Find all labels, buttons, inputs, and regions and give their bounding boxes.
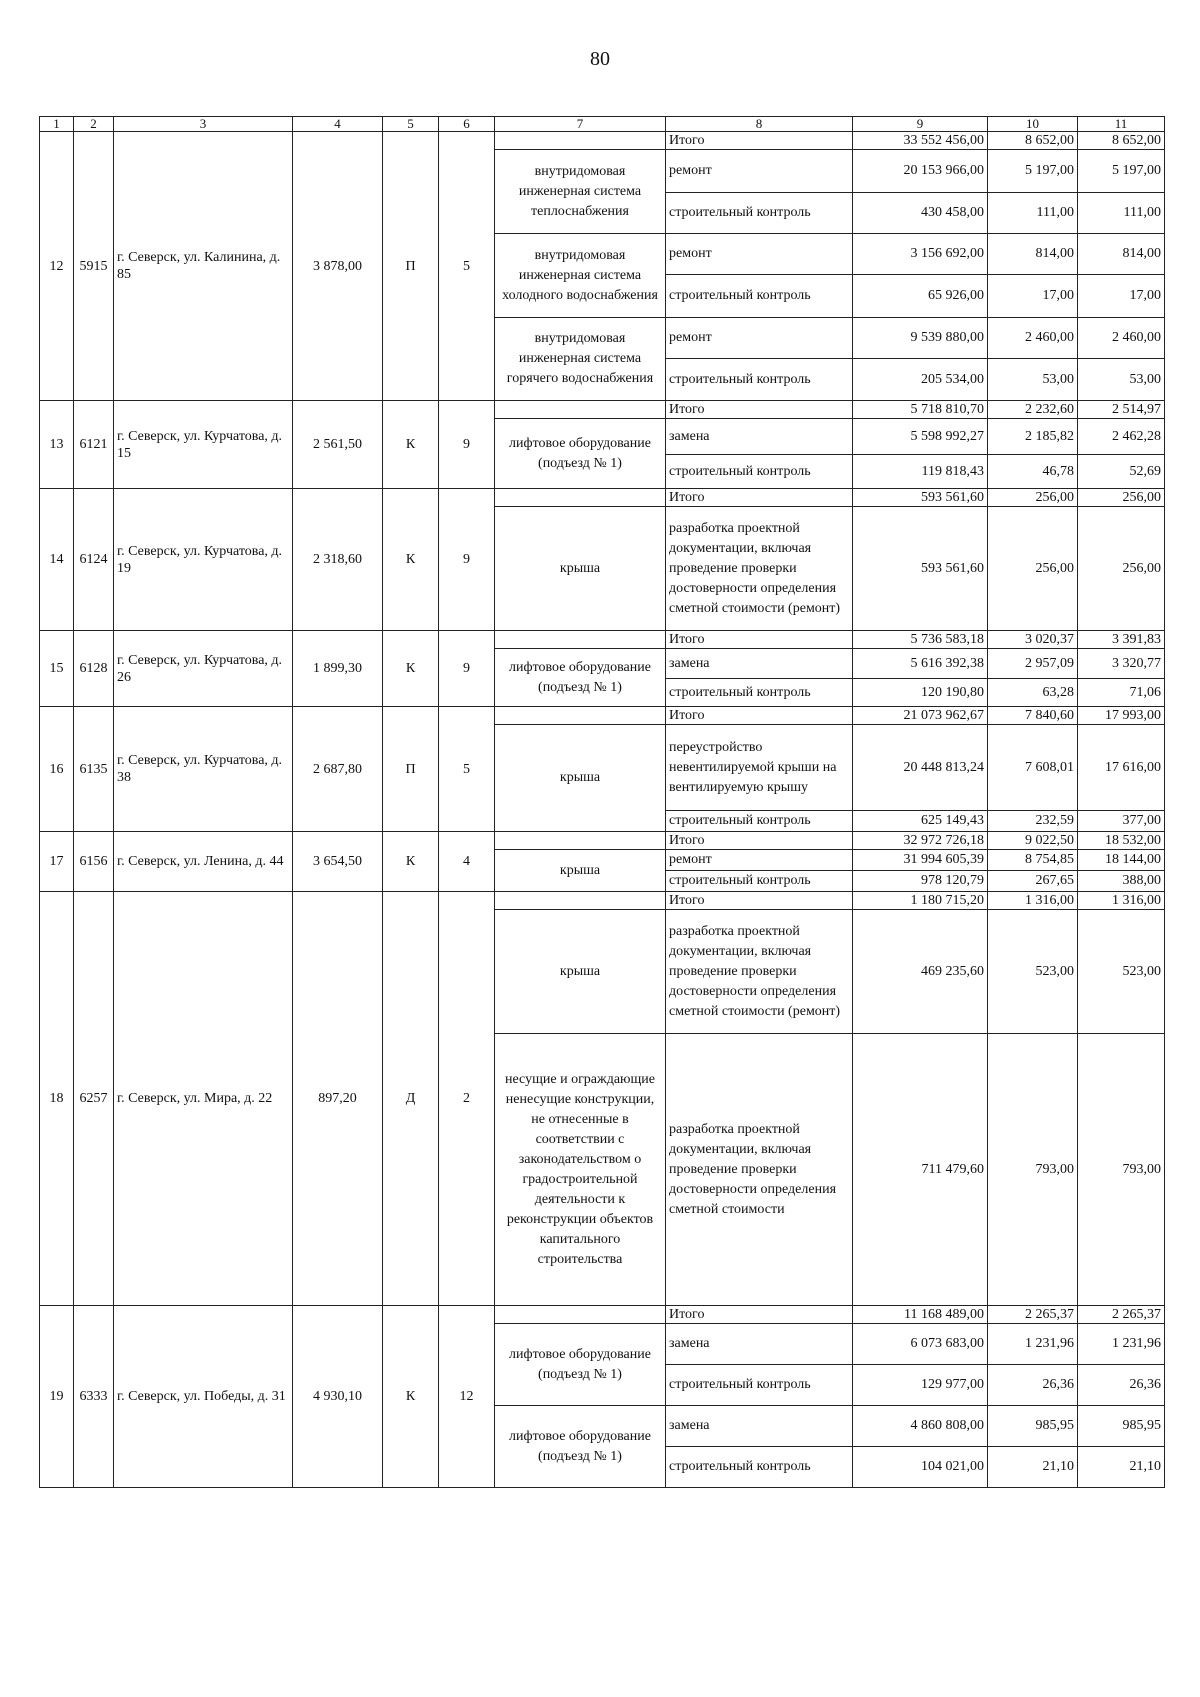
- house-code: 5915: [74, 132, 114, 401]
- system-name: лифтовое оборудование (подъезд № 1): [495, 649, 666, 707]
- work-cost: 625 149,43: [853, 811, 988, 832]
- work-cost: 205 534,00: [853, 359, 988, 401]
- work-cost: 711 479,60: [853, 1034, 988, 1306]
- work-max-cost: 3 320,77: [1078, 649, 1165, 679]
- work-max-cost: 2 462,28: [1078, 419, 1165, 455]
- work-unit-cost: 8 754,85: [988, 850, 1078, 871]
- system-name: внутридомовая инженерная система теплоснабжения: [495, 150, 666, 234]
- wall-type: П: [383, 707, 439, 832]
- wall-type: Д: [383, 892, 439, 1306]
- house-code: 6128: [74, 631, 114, 707]
- itogo-blank: [495, 631, 666, 649]
- capital-repair-table: [39, 116, 1165, 1488]
- work-cost: 120 190,80: [853, 679, 988, 707]
- itogo-label: Итого: [666, 707, 853, 725]
- itogo-cost: 1 180 715,20: [853, 892, 988, 910]
- page-number: 80: [590, 48, 610, 70]
- col-header: 11: [1078, 117, 1165, 132]
- work-cost: 119 818,43: [853, 455, 988, 489]
- work-cost: 6 073 683,00: [853, 1324, 988, 1365]
- work-unit-cost: 63,28: [988, 679, 1078, 707]
- work-type: строительный контроль: [666, 871, 853, 892]
- work-cost: 469 235,60: [853, 910, 988, 1034]
- itogo-max-cost: 17 993,00: [1078, 707, 1165, 725]
- wall-type: П: [383, 132, 439, 401]
- work-type: строительный контроль: [666, 455, 853, 489]
- header-row: [40, 117, 1165, 132]
- work-type: замена: [666, 419, 853, 455]
- table-row: [40, 631, 1165, 649]
- work-max-cost: 52,69: [1078, 455, 1165, 489]
- col-header: 1: [40, 117, 74, 132]
- work-max-cost: 26,36: [1078, 1365, 1165, 1406]
- itogo-unit-cost: 8 652,00: [988, 132, 1078, 150]
- work-cost: 5 616 392,38: [853, 649, 988, 679]
- table-row: [40, 707, 1165, 725]
- itogo-cost: 5 718 810,70: [853, 401, 988, 419]
- work-max-cost: 111,00: [1078, 193, 1165, 234]
- work-max-cost: 17 616,00: [1078, 725, 1165, 811]
- col-header: 4: [293, 117, 383, 132]
- itogo-unit-cost: 9 022,50: [988, 832, 1078, 850]
- wall-type: К: [383, 401, 439, 489]
- work-max-cost: 21,10: [1078, 1447, 1165, 1488]
- table-row: [40, 489, 1165, 507]
- work-unit-cost: 814,00: [988, 234, 1078, 275]
- work-type: строительный контроль: [666, 359, 853, 401]
- house-address: г. Северск, ул. Ленина, д. 44: [114, 832, 293, 892]
- itogo-label: Итого: [666, 401, 853, 419]
- itogo-cost: 5 736 583,18: [853, 631, 988, 649]
- itogo-max-cost: 3 391,83: [1078, 631, 1165, 649]
- work-type: ремонт: [666, 318, 853, 359]
- itogo-blank: [495, 401, 666, 419]
- work-unit-cost: 46,78: [988, 455, 1078, 489]
- row-number: 14: [40, 489, 74, 631]
- house-code: 6156: [74, 832, 114, 892]
- itogo-max-cost: 2 514,97: [1078, 401, 1165, 419]
- itogo-cost: 32 972 726,18: [853, 832, 988, 850]
- work-type: строительный контроль: [666, 679, 853, 707]
- work-unit-cost: 985,95: [988, 1406, 1078, 1447]
- work-max-cost: 18 144,00: [1078, 850, 1165, 871]
- itogo-max-cost: 18 532,00: [1078, 832, 1165, 850]
- table-row: [40, 1306, 1165, 1324]
- work-unit-cost: 1 231,96: [988, 1324, 1078, 1365]
- house-address: г. Северск, ул. Мира, д. 22: [114, 892, 293, 1306]
- work-max-cost: 793,00: [1078, 1034, 1165, 1306]
- system-name: внутридомовая инженерная система горячего водоснабжения: [495, 318, 666, 401]
- col-header: 8: [666, 117, 853, 132]
- itogo-max-cost: 2 265,37: [1078, 1306, 1165, 1324]
- itogo-unit-cost: 256,00: [988, 489, 1078, 507]
- row-number: 15: [40, 631, 74, 707]
- work-cost: 104 021,00: [853, 1447, 988, 1488]
- work-cost: 65 926,00: [853, 275, 988, 318]
- work-cost: 5 598 992,27: [853, 419, 988, 455]
- house-area: 3 654,50: [293, 832, 383, 892]
- itogo-label: Итого: [666, 631, 853, 649]
- work-unit-cost: 267,65: [988, 871, 1078, 892]
- floors-count: 4: [439, 832, 495, 892]
- house-address: г. Северск, ул. Курчатова, д. 19: [114, 489, 293, 631]
- work-unit-cost: 53,00: [988, 359, 1078, 401]
- work-type: замена: [666, 649, 853, 679]
- col-header: 9: [853, 117, 988, 132]
- system-name: крыша: [495, 910, 666, 1034]
- work-type: строительный контроль: [666, 1365, 853, 1406]
- house-area: 897,20: [293, 892, 383, 1306]
- wall-type: К: [383, 1306, 439, 1488]
- table-row: [40, 892, 1165, 910]
- itogo-unit-cost: 2 232,60: [988, 401, 1078, 419]
- work-unit-cost: 2 460,00: [988, 318, 1078, 359]
- work-unit-cost: 2 185,82: [988, 419, 1078, 455]
- itogo-blank: [495, 707, 666, 725]
- house-area: 4 930,10: [293, 1306, 383, 1488]
- col-header: 10: [988, 117, 1078, 132]
- house-address: г. Северск, ул. Курчатова, д. 38: [114, 707, 293, 832]
- itogo-max-cost: 1 316,00: [1078, 892, 1165, 910]
- table-row: [40, 832, 1165, 850]
- itogo-blank: [495, 489, 666, 507]
- floors-count: 9: [439, 631, 495, 707]
- system-name: крыша: [495, 507, 666, 631]
- work-cost: 593 561,60: [853, 507, 988, 631]
- work-unit-cost: 5 197,00: [988, 150, 1078, 193]
- work-unit-cost: 793,00: [988, 1034, 1078, 1306]
- work-max-cost: 2 460,00: [1078, 318, 1165, 359]
- itogo-max-cost: 8 652,00: [1078, 132, 1165, 150]
- row-number: 12: [40, 132, 74, 401]
- itogo-unit-cost: 3 020,37: [988, 631, 1078, 649]
- floors-count: 9: [439, 489, 495, 631]
- floors-count: 5: [439, 707, 495, 832]
- row-number: 17: [40, 832, 74, 892]
- itogo-blank: [495, 132, 666, 150]
- work-type: строительный контроль: [666, 1447, 853, 1488]
- work-type: ремонт: [666, 150, 853, 193]
- house-address: г. Северск, ул. Калинина, д. 85: [114, 132, 293, 401]
- work-unit-cost: 111,00: [988, 193, 1078, 234]
- col-header: 7: [495, 117, 666, 132]
- house-address: г. Северск, ул. Победы, д. 31: [114, 1306, 293, 1488]
- work-type: замена: [666, 1324, 853, 1365]
- work-unit-cost: 232,59: [988, 811, 1078, 832]
- itogo-cost: 11 168 489,00: [853, 1306, 988, 1324]
- col-header: 3: [114, 117, 293, 132]
- itogo-blank: [495, 892, 666, 910]
- itogo-blank: [495, 1306, 666, 1324]
- floors-count: 12: [439, 1306, 495, 1488]
- work-type: разработка проектной документации, включая проведение проверки достоверности определения сметной стоимости (ремонт): [666, 910, 853, 1034]
- house-area: 3 878,00: [293, 132, 383, 401]
- work-cost: 430 458,00: [853, 193, 988, 234]
- itogo-label: Итого: [666, 132, 853, 150]
- house-address: г. Северск, ул. Курчатова, д. 15: [114, 401, 293, 489]
- table-row: [40, 132, 1165, 150]
- col-header: 6: [439, 117, 495, 132]
- work-type: переустройство невентилируемой крыши на вентилируемую крышу: [666, 725, 853, 811]
- work-max-cost: 814,00: [1078, 234, 1165, 275]
- work-unit-cost: 523,00: [988, 910, 1078, 1034]
- work-max-cost: 1 231,96: [1078, 1324, 1165, 1365]
- work-cost: 3 156 692,00: [853, 234, 988, 275]
- work-type: разработка проектной документации, включая проведение проверки достоверности определения сметной стоимости: [666, 1034, 853, 1306]
- floors-count: 2: [439, 892, 495, 1306]
- wall-type: К: [383, 489, 439, 631]
- row-number: 18: [40, 892, 74, 1306]
- work-cost: 31 994 605,39: [853, 850, 988, 871]
- itogo-unit-cost: 2 265,37: [988, 1306, 1078, 1324]
- system-name: крыша: [495, 850, 666, 892]
- system-name: крыша: [495, 725, 666, 832]
- work-type: строительный контроль: [666, 811, 853, 832]
- house-code: 6124: [74, 489, 114, 631]
- work-max-cost: 388,00: [1078, 871, 1165, 892]
- work-type: ремонт: [666, 850, 853, 871]
- wall-type: К: [383, 832, 439, 892]
- work-unit-cost: 17,00: [988, 275, 1078, 318]
- work-cost: 4 860 808,00: [853, 1406, 988, 1447]
- itogo-unit-cost: 7 840,60: [988, 707, 1078, 725]
- table-row: [40, 401, 1165, 419]
- house-code: 6135: [74, 707, 114, 832]
- work-cost: 978 120,79: [853, 871, 988, 892]
- work-max-cost: 5 197,00: [1078, 150, 1165, 193]
- col-header: 2: [74, 117, 114, 132]
- work-unit-cost: 2 957,09: [988, 649, 1078, 679]
- row-number: 19: [40, 1306, 74, 1488]
- system-name: лифтовое оборудование (подъезд № 1): [495, 1324, 666, 1406]
- itogo-label: Итого: [666, 1306, 853, 1324]
- work-max-cost: 71,06: [1078, 679, 1165, 707]
- col-header: 5: [383, 117, 439, 132]
- work-type: разработка проектной документации, включая проведение проверки достоверности определения сметной стоимости (ремонт): [666, 507, 853, 631]
- itogo-label: Итого: [666, 832, 853, 850]
- work-unit-cost: 21,10: [988, 1447, 1078, 1488]
- work-max-cost: 256,00: [1078, 507, 1165, 631]
- work-cost: 20 153 966,00: [853, 150, 988, 193]
- itogo-unit-cost: 1 316,00: [988, 892, 1078, 910]
- house-code: 6333: [74, 1306, 114, 1488]
- work-max-cost: 523,00: [1078, 910, 1165, 1034]
- row-number: 16: [40, 707, 74, 832]
- house-area: 1 899,30: [293, 631, 383, 707]
- work-max-cost: 17,00: [1078, 275, 1165, 318]
- work-max-cost: 53,00: [1078, 359, 1165, 401]
- work-type: строительный контроль: [666, 275, 853, 318]
- work-unit-cost: 7 608,01: [988, 725, 1078, 811]
- itogo-cost: 21 073 962,67: [853, 707, 988, 725]
- work-cost: 129 977,00: [853, 1365, 988, 1406]
- work-max-cost: 985,95: [1078, 1406, 1165, 1447]
- floors-count: 9: [439, 401, 495, 489]
- house-area: 2 318,60: [293, 489, 383, 631]
- house-code: 6121: [74, 401, 114, 489]
- floors-count: 5: [439, 132, 495, 401]
- work-unit-cost: 26,36: [988, 1365, 1078, 1406]
- table-body: [40, 117, 1165, 1488]
- work-type: замена: [666, 1406, 853, 1447]
- house-code: 6257: [74, 892, 114, 1306]
- wall-type: К: [383, 631, 439, 707]
- row-number: 13: [40, 401, 74, 489]
- work-type: строительный контроль: [666, 193, 853, 234]
- system-name: несущие и ограждающие ненесущие конструкции, не отнесенные в соответствии с законодательством о градостроительной деятельности к реконструкции объектов капитального строительства: [495, 1034, 666, 1306]
- work-cost: 20 448 813,24: [853, 725, 988, 811]
- work-unit-cost: 256,00: [988, 507, 1078, 631]
- itogo-label: Итого: [666, 892, 853, 910]
- house-area: 2 687,80: [293, 707, 383, 832]
- itogo-max-cost: 256,00: [1078, 489, 1165, 507]
- system-name: внутридомовая инженерная система холодного водоснабжения: [495, 234, 666, 318]
- house-area: 2 561,50: [293, 401, 383, 489]
- itogo-label: Итого: [666, 489, 853, 507]
- itogo-blank: [495, 832, 666, 850]
- itogo-cost: 593 561,60: [853, 489, 988, 507]
- work-type: ремонт: [666, 234, 853, 275]
- system-name: лифтовое оборудование (подъезд № 1): [495, 1406, 666, 1488]
- house-address: г. Северск, ул. Курчатова, д. 26: [114, 631, 293, 707]
- work-cost: 9 539 880,00: [853, 318, 988, 359]
- itogo-cost: 33 552 456,00: [853, 132, 988, 150]
- work-max-cost: 377,00: [1078, 811, 1165, 832]
- system-name: лифтовое оборудование (подъезд № 1): [495, 419, 666, 489]
